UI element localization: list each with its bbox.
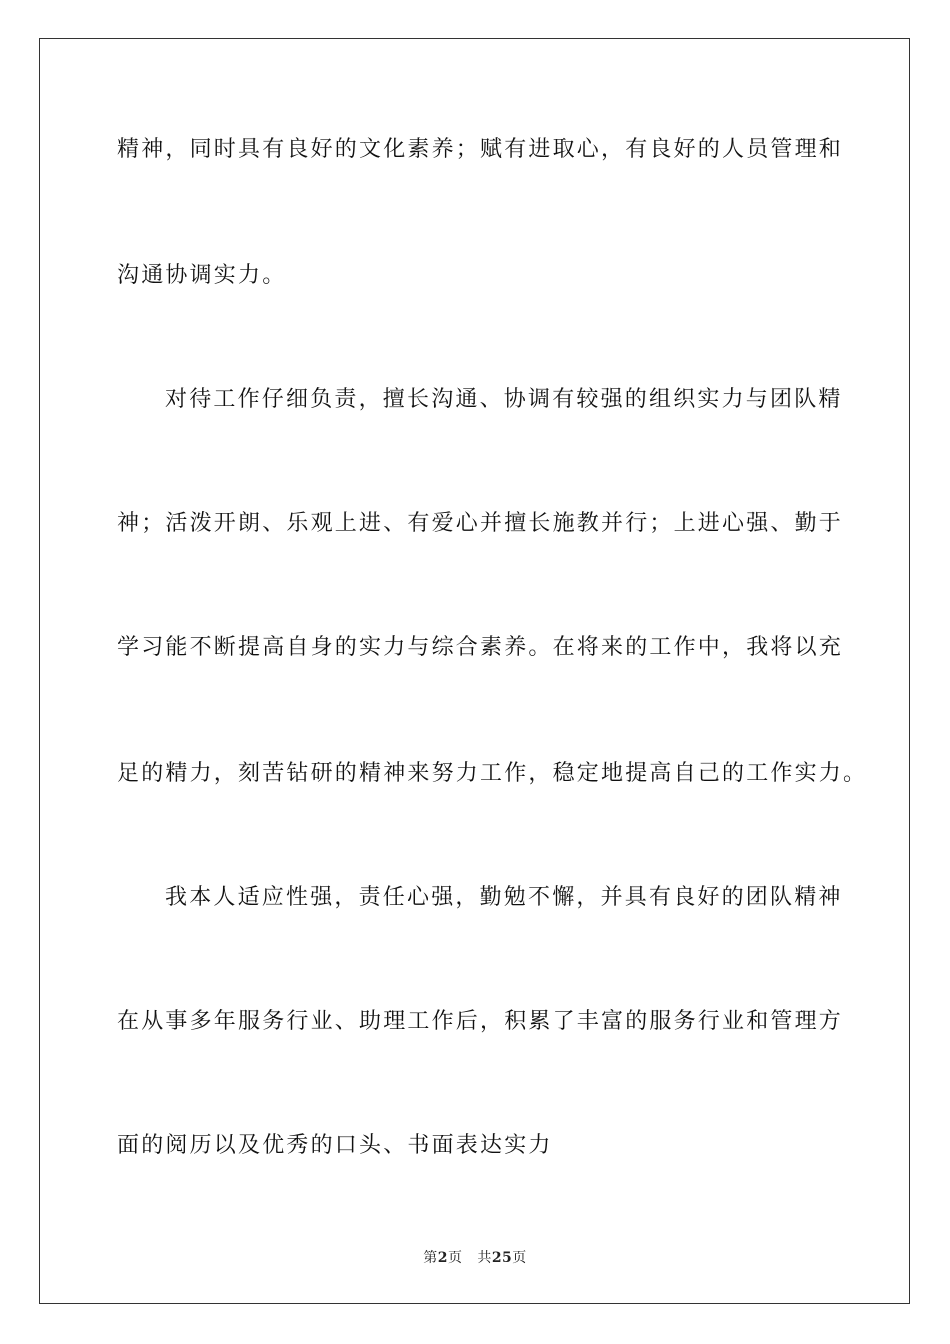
page-footer [0,1247,950,1267]
paragraph-line: 我本人适应性强，责任心强，勤勉不懈，并具有良好的团队精神 [165,885,843,910]
total-prefix: 共 [477,1250,492,1266]
paragraph-line: 沟通协调实力。 [117,263,287,288]
paragraph-line: 足的精力，刻苦钻研的精神来努力工作，稳定地提高自己的工作实力。 [117,761,868,786]
total-suffix: 页 [512,1250,527,1266]
paragraph-line: 对待工作仔细负责，擅长沟通、协调有较强的组织实力与团队精 [165,387,843,412]
paragraph-line: 在从事多年服务行业、助理工作后，积累了丰富的服务行业和管理方 [117,1009,844,1034]
total-pages: 25 [491,1250,513,1266]
paragraph-line: 精神，同时具有良好的文化素养；赋有进取心，有良好的人员管理和 [117,137,844,162]
page-prefix: 第 [423,1250,438,1266]
page-border [39,38,910,1304]
paragraph-line: 神；活泼开朗、乐观上进、有爱心并擅长施教并行；上进心强、勤于 [117,511,844,536]
page-number: 2 [437,1250,448,1266]
page-suffix: 页 [447,1250,463,1266]
paragraph-line: 学习能不断提高自身的实力与综合素养。在将来的工作中，我将以充 [117,635,844,660]
paragraph-line: 面的阅历以及优秀的口头、书面表达实力 [117,1133,553,1158]
